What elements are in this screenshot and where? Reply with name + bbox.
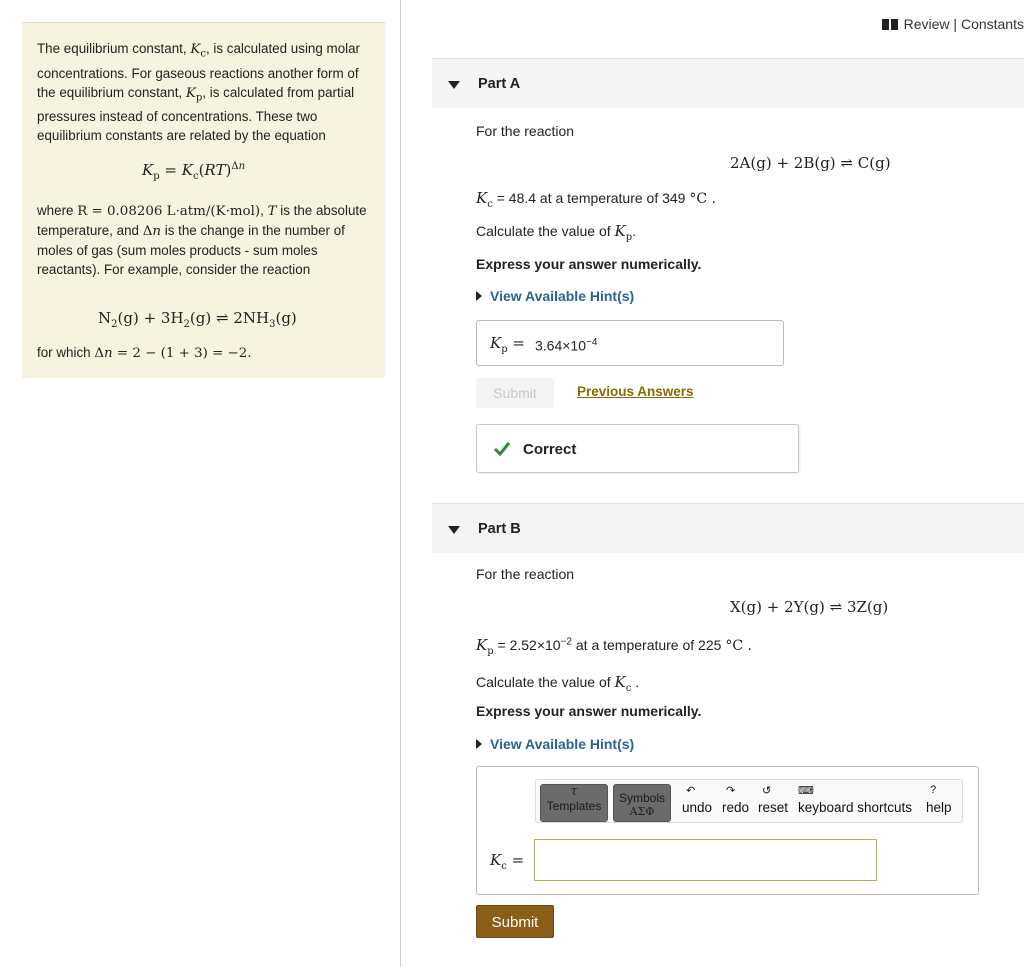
reset-icon: ↺ [762,785,772,797]
part-b-reaction: X(g) + 2Y(g) ⇌ 3Z(g) [730,598,889,616]
part-b-title: Part B [478,521,521,537]
part-b-answer-area [476,766,979,895]
help-icon: ? [930,784,937,796]
previous-answers-link[interactable]: Previous Answers [577,384,694,399]
symbols-button[interactable]: Symbols ΑΣΦ [613,784,671,822]
part-a-title: Part A [478,76,521,92]
kp-kc-equation: $K_p = K_c(RT)^{\Delta n}$ [142,161,246,182]
reset-button[interactable]: ↺ reset [758,785,789,815]
keyboard-shortcuts-button[interactable]: ⌨ keyboard shortcuts [798,785,913,815]
expand-caret-icon [476,739,482,749]
undo-icon: ↶ [686,785,696,797]
redo-button[interactable]: ↷ redo [722,785,750,815]
review-label[interactable]: Review [903,16,950,32]
part-a-task: Calculate the value of $K_p$. [476,222,637,243]
part-a-instruction: Express your answer numerically. [476,256,702,272]
constants-label[interactable]: Constants [960,16,1024,32]
correct-feedback-box [476,424,799,473]
collapse-triangle-icon[interactable] [448,81,460,89]
book-icon [882,19,898,30]
kc-label: $K_c$ = [490,851,525,872]
part-a-intro: For the reaction [476,123,575,139]
kc-answer-input[interactable] [534,839,877,881]
part-a-answer-box [476,320,784,366]
templates-button[interactable]: τ Templates [540,784,608,822]
part-b-submit-button[interactable]: Submit [476,905,554,938]
example-reaction: $N_2(g) + 3H_2(g)$ ⇌ $2NH_3(g)$ [98,309,297,330]
help-button[interactable]: ? help [926,784,952,815]
info-panel [22,22,385,378]
info-paragraph-2: where R = 0.08206 L·atm/(K·mol), T is the absolute temperature, and Δn is the change in the number of moles of gas (sum moles products - sum moles reactants). For example, consider the reaction [37,203,367,277]
part-a-hints-link[interactable]: View Available Hint(s) [476,288,634,304]
info-paragraph-1: The equilibrium constant, $K_c$, is calculated using molar concentrations. For gaseous reactions another form of the equilibrium constant, $K_p$, is calculated from partial pressures instead of concentrations. These two equilibrium constants are related by the equation [37,41,361,144]
keyboard-icon: ⌨ [798,785,814,797]
part-b-intro: For the reaction [476,566,575,582]
part-b-hints-link[interactable]: View Available Hint(s) [476,736,634,752]
part-b-task: Calculate the value of $K_c$ . [476,673,640,694]
review-constants-link[interactable]: Review | Constants [882,16,1024,32]
correct-message: Correct [523,441,577,458]
part-b-instruction: Express your answer numerically. [476,703,702,719]
panel-divider [400,0,401,967]
redo-icon: ↷ [726,785,736,797]
part-a-given: $K_c = 48.4$ at a temperature of 349 °C . [476,189,716,210]
checkmark-icon [493,441,511,457]
math-toolbar [535,779,963,823]
part-b-header[interactable] [432,503,1024,553]
info-paragraph-3: for which Δn = 2 − (1 + 3) = −2. [37,345,252,361]
part-b-given: $K_p = 2.52\times 10^{-2}$ at a temperature of 225 °C . [476,636,752,657]
part-a-answer-value: $3.64\times 10^{-4}$ [535,337,598,354]
part-a-header[interactable] [432,58,1024,108]
templates-icon: τ [570,784,578,799]
kp-label: $K_p$ = [490,334,525,355]
undo-button[interactable]: ↶ undo [682,785,713,815]
symbols-icon: ΑΣΦ [629,805,655,818]
expand-caret-icon [476,291,482,301]
part-a-submit-button[interactable]: Submit [476,378,554,408]
collapse-triangle-icon[interactable] [448,526,460,534]
part-a-reaction: 2A(g) + 2B(g) ⇌ C(g) [730,154,891,172]
